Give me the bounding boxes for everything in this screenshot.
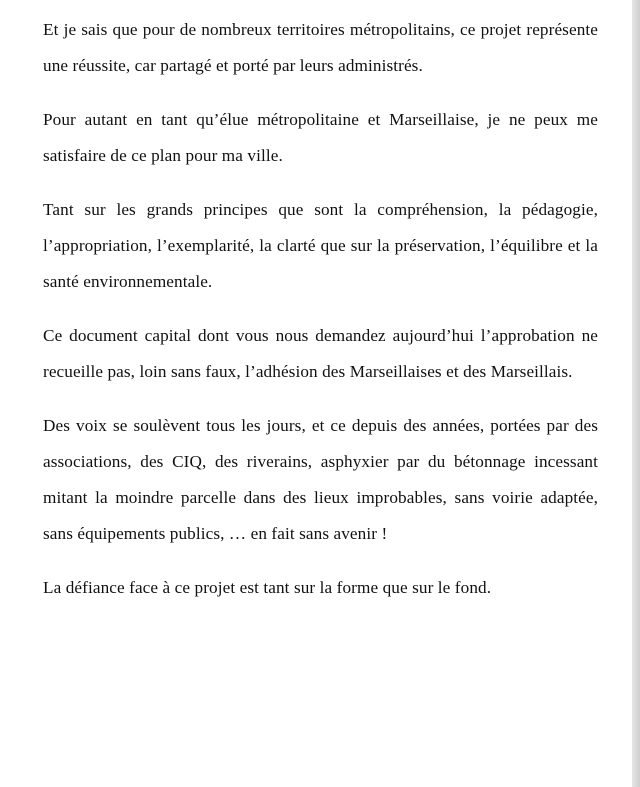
paragraph-4: Ce document capital dont vous nous demandez aujourd’hui l’approbation ne recueille pas, loin sans faux, l’adhésion des Marseillaises et des Marseillais.	[43, 326, 598, 381]
paragraph-2: Pour autant en tant qu’élue métropolitaine et Marseillaise, je ne peux me satisfaire de ce plan pour ma ville.	[43, 110, 598, 165]
paragraph-1: Et je sais que pour de nombreux territoires métropolitains, ce projet représente une réussite, car partagé et porté par leurs administrés.	[43, 20, 598, 75]
paragraph-6: La défiance face à ce projet est tant sur la forme que sur le fond.	[43, 578, 492, 597]
document-body	[43, 12, 598, 624]
page-edge-shadow	[632, 0, 640, 787]
paragraph-5: Des voix se soulèvent tous les jours, et ce depuis des années, portées par des associations, des CIQ, des riverains, asphyxier par du bétonnage incessant mitant la moindre parcelle dans des lieux improbables, sans voirie adaptée, sans équipements publics, … en fait sans avenir !	[43, 416, 598, 543]
paragraph-3: Tant sur les grands principes que sont la compréhension, la pédagogie, l’appropriation, l’exemplarité, la clarté que sur la préservation, l’équilibre et la santé environnementale.	[43, 200, 598, 291]
